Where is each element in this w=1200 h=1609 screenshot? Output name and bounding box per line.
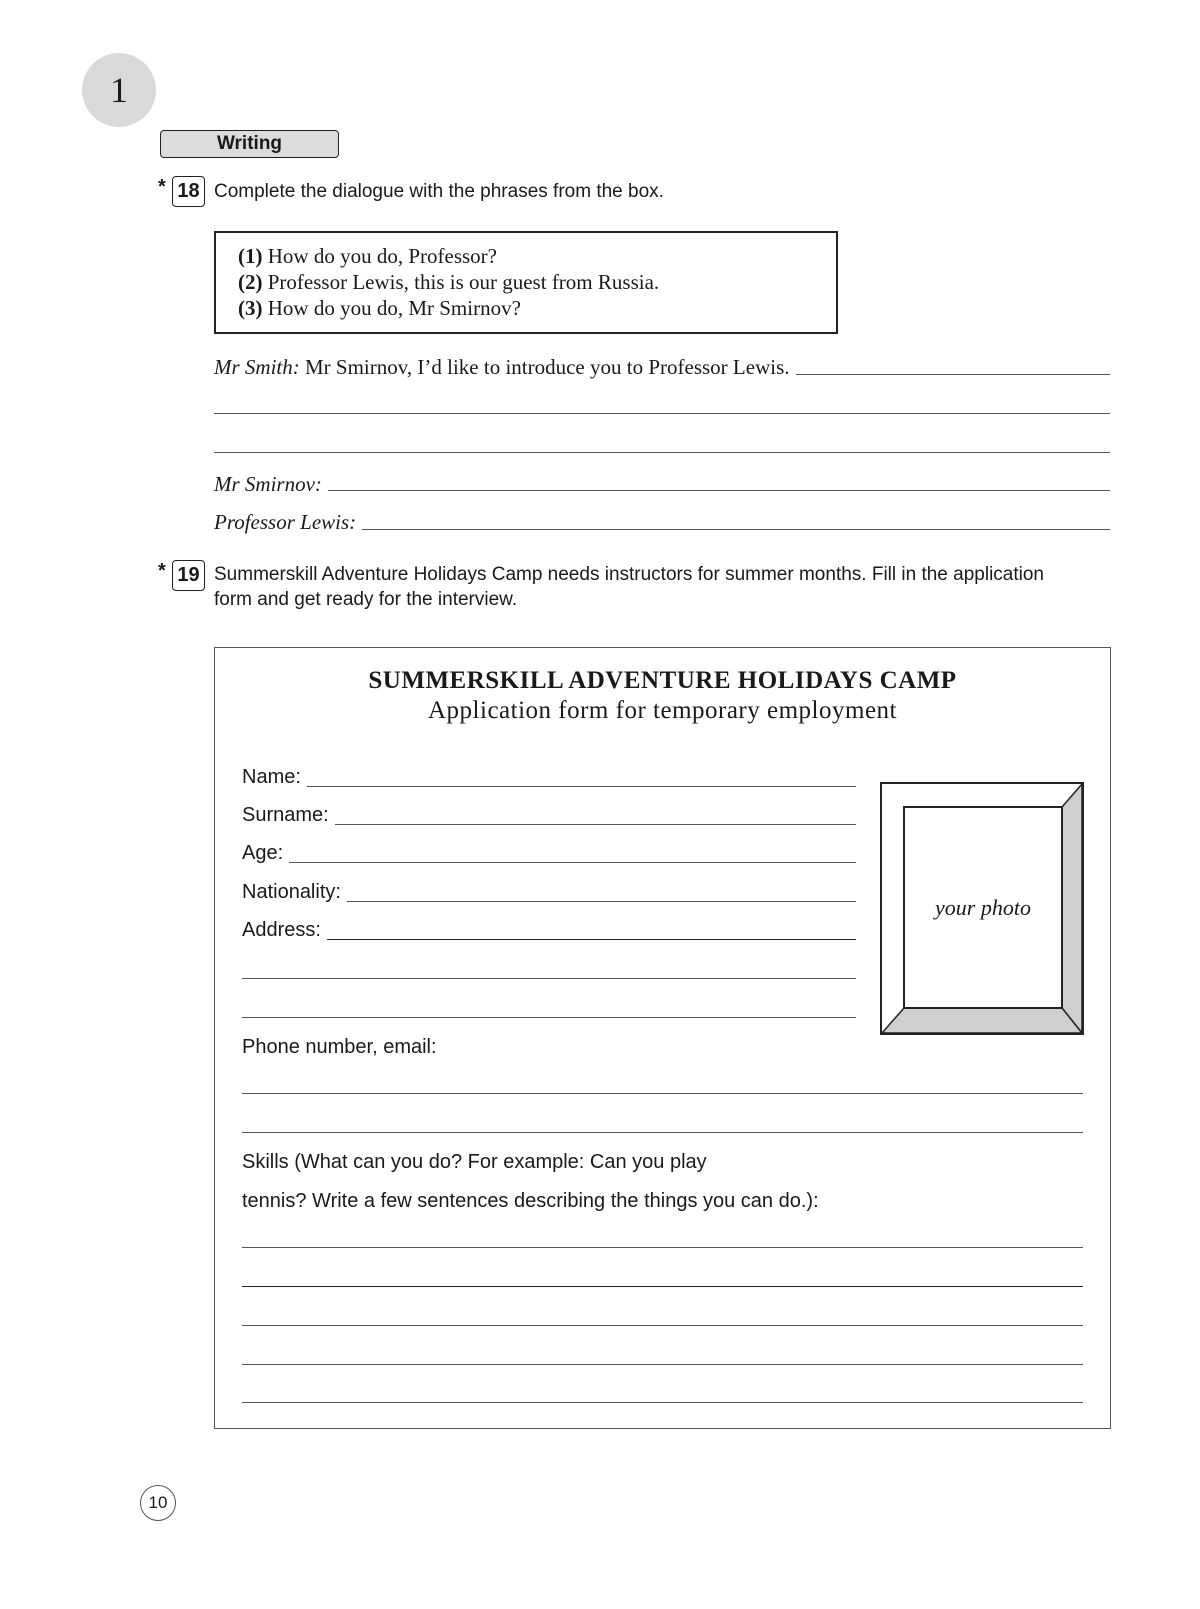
age-field[interactable] xyxy=(242,862,856,863)
answer-line[interactable] xyxy=(214,452,1110,453)
unit-number-badge: 1 xyxy=(82,53,156,127)
star-marker: * xyxy=(158,176,166,198)
answer-line[interactable] xyxy=(214,413,1110,414)
photo-placeholder: your photo xyxy=(935,895,1031,920)
skills-field[interactable] xyxy=(242,1402,1083,1403)
dialogue-smirnov: Mr Smirnov: xyxy=(214,472,328,497)
address-field[interactable] xyxy=(242,978,856,979)
answer-line[interactable] xyxy=(214,490,1110,491)
phrase-item: (3) How do you do, Mr Smirnov? xyxy=(238,296,521,320)
exercise-instruction: Complete the dialogue with the phrases from the box. xyxy=(214,181,664,202)
nationality-label: Nationality: xyxy=(242,881,347,904)
form-title: SUMMERSKILL ADVENTURE HOLIDAYS CAMP xyxy=(368,667,957,694)
skills-label: Skills (What can you do? For example: Can you play xyxy=(242,1151,713,1174)
skills-label: tennis? Write a few sentences describing the things you can do.): xyxy=(242,1190,825,1213)
exercise-number: 18 xyxy=(172,176,205,207)
dialogue-smith: Mr Smith: Mr Smirnov, I’d like to introduce you to Professor Lewis. xyxy=(214,355,796,380)
page-number: 10 xyxy=(140,1485,176,1521)
address-label: Address: xyxy=(242,919,327,942)
phone-field[interactable] xyxy=(242,1132,1083,1133)
form-subtitle: Application form for temporary employment xyxy=(428,697,897,724)
address-field[interactable] xyxy=(242,1017,856,1018)
name-field[interactable] xyxy=(242,786,856,787)
phrase-item: (2) Professor Lewis, this is our guest from Russia. xyxy=(238,270,660,294)
phrase-box xyxy=(214,231,838,334)
surname-label: Surname: xyxy=(242,804,335,827)
age-label: Age: xyxy=(242,842,289,865)
section-label: Writing xyxy=(160,130,339,158)
skills-field[interactable] xyxy=(242,1325,1083,1326)
phone-label: Phone number, email: xyxy=(242,1036,443,1059)
dialogue-lewis: Professor Lewis: xyxy=(214,510,362,535)
exercise-instruction: Summerskill Adventure Holidays Camp needs instructors for summer months. Fill in the application form and get ready for the interview. xyxy=(214,564,1044,610)
exercise-number: 19 xyxy=(172,560,205,591)
star-marker: * xyxy=(158,560,166,582)
name-label: Name: xyxy=(242,766,307,789)
address-field[interactable] xyxy=(242,939,856,940)
skills-field[interactable] xyxy=(242,1247,1083,1248)
skills-field[interactable] xyxy=(242,1286,1083,1287)
phone-field[interactable] xyxy=(242,1093,1083,1094)
phrase-item: (1) How do you do, Professor? xyxy=(238,244,497,268)
skills-field[interactable] xyxy=(242,1364,1083,1365)
